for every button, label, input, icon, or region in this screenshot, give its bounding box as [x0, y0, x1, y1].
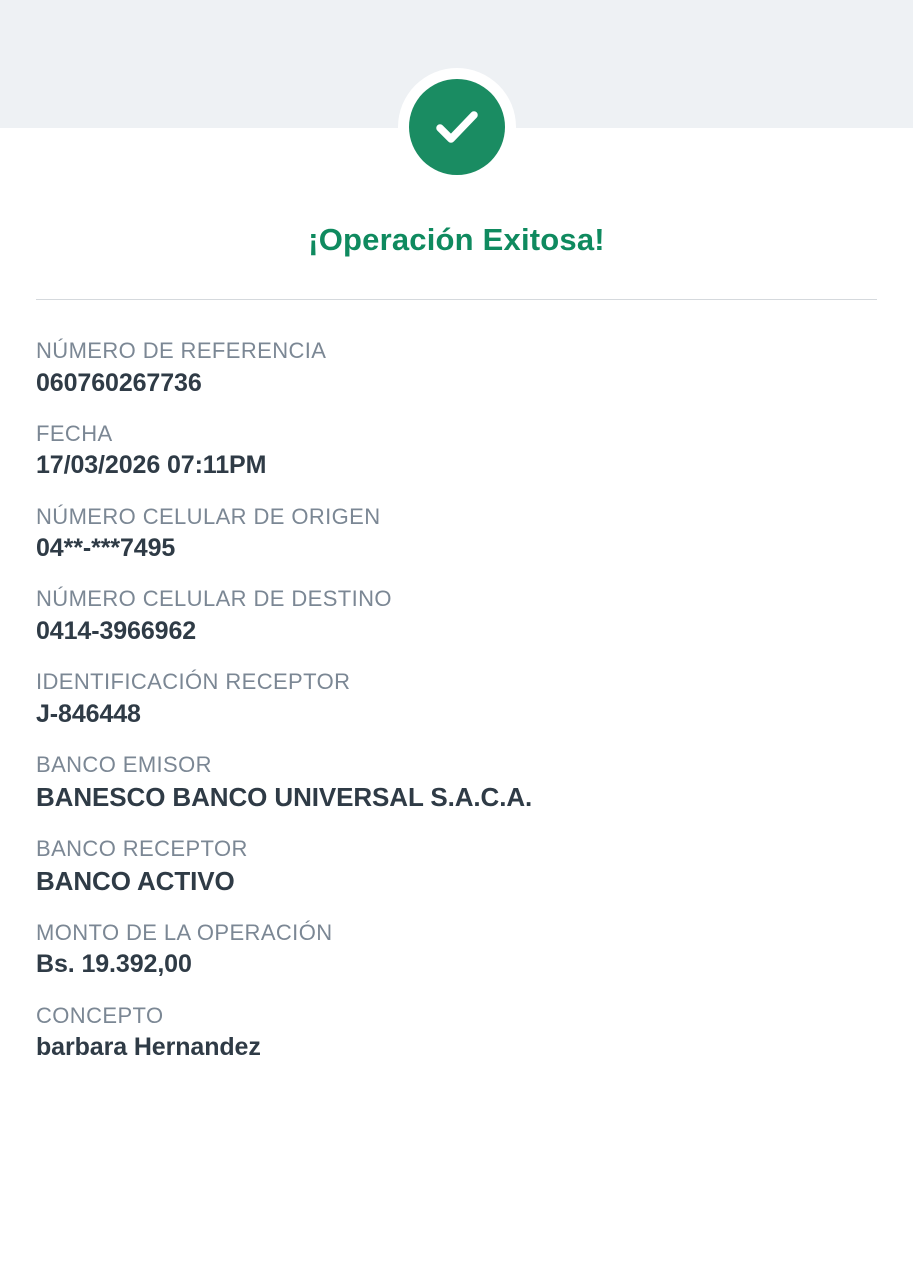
field-label: BANCO EMISOR	[36, 751, 212, 777]
field-value: barbara Hernandez	[36, 1033, 261, 1061]
field-value: Bs. 19.392,00	[36, 950, 192, 979]
field-label: BANCO RECEPTOR	[36, 835, 248, 861]
check-circle-icon	[409, 79, 505, 175]
field-label: IDENTIFICACIÓN RECEPTOR	[36, 669, 351, 694]
field-value: 060760267736	[36, 368, 202, 397]
field-label: NÚMERO CELULAR DE DESTINO	[36, 586, 392, 612]
list-item	[36, 668, 881, 730]
list-item	[36, 420, 881, 482]
field-label: NÚMERO CELULAR DE ORIGEN	[36, 503, 381, 529]
field-value: BANCO ACTIVO	[36, 866, 235, 897]
field-label: MONTO DE LA OPERACIÓN	[36, 919, 333, 945]
field-value: J-846448	[36, 699, 141, 728]
page-title: ¡Operación Exitosa!	[308, 222, 605, 257]
list-item	[36, 835, 881, 898]
list-item	[36, 751, 881, 814]
field-label: FECHA	[36, 420, 113, 446]
field-label: NÚMERO DE REFERENCIA	[36, 338, 327, 363]
badge-ring	[398, 68, 516, 186]
list-item	[36, 503, 881, 565]
field-label: CONCEPTO	[36, 1002, 164, 1028]
field-value: 17/03/2026 07:11PM	[36, 451, 267, 480]
list-item	[36, 337, 881, 399]
field-value: BANESCO BANCO UNIVERSAL S.A.C.A.	[36, 782, 533, 813]
field-value: 0414-3966962	[36, 616, 197, 645]
list-item	[36, 1002, 881, 1064]
receipt-details-list	[36, 337, 881, 1063]
list-item	[36, 919, 881, 981]
divider	[36, 299, 877, 300]
status-badge	[0, 68, 913, 186]
field-value: 04**-***7495	[36, 534, 176, 562]
list-item	[36, 585, 881, 647]
